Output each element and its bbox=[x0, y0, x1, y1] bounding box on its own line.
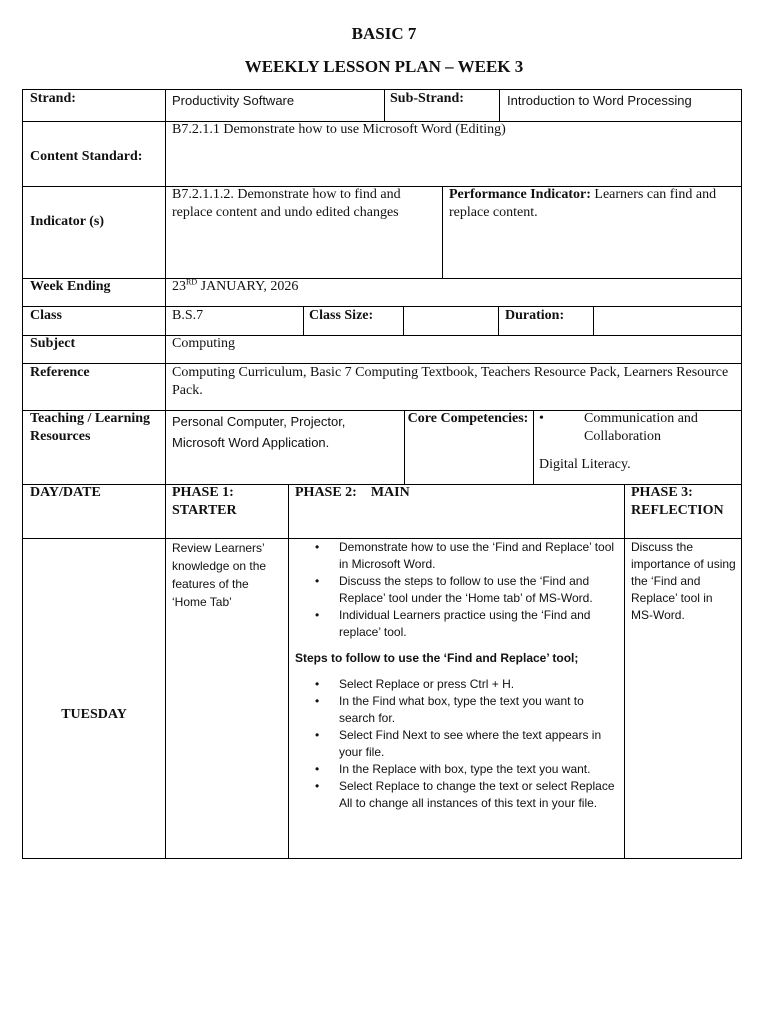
column-divider bbox=[624, 484, 625, 858]
subject-label: Subject bbox=[30, 336, 76, 351]
row-divider bbox=[23, 278, 741, 279]
main-activity-item: • Demonstrate how to use the ‘Find and Replace’ tool in Microsoft Word. bbox=[295, 539, 618, 573]
performance-indicator-label: Performance Indicator: bbox=[449, 187, 591, 202]
column-divider bbox=[165, 90, 166, 858]
column-divider bbox=[384, 90, 385, 121]
indicator-value: B7.2.1.1.2. Demonstrate how to find and replace content and undo edited changes bbox=[172, 187, 401, 220]
resources-value: Personal Computer, Projector, Microsoft Word Application. bbox=[172, 414, 346, 450]
starter-text: Review Learners’ knowledge on the features of the ‘Home Tab’ bbox=[172, 541, 267, 609]
core-competency-item bbox=[539, 410, 734, 446]
content-standard-label: Content Standard: bbox=[30, 149, 143, 164]
sub-strand-value: Introduction to Word Processing bbox=[507, 93, 692, 108]
week-ending-label: Week Ending bbox=[30, 279, 111, 294]
day-date-header: DAY/DATE bbox=[30, 485, 101, 500]
step-item: • Select Find Next to see where the text appears in your file. bbox=[295, 727, 618, 761]
step-item: • In the Find what box, type the text you want to search for. bbox=[295, 693, 618, 727]
main-bullet-list bbox=[295, 539, 618, 641]
indicator-label: Indicator (s) bbox=[30, 214, 105, 229]
steps-heading: Steps to follow to use the ‘Find and Replace’ tool; bbox=[295, 651, 579, 665]
step-item: • Select Replace to change the text or select Replace All to change all instances of this text in your file. bbox=[295, 778, 618, 812]
performance-indicator bbox=[449, 186, 734, 222]
class-label: Class bbox=[30, 308, 62, 323]
column-divider bbox=[288, 484, 289, 858]
main-activity-item: • Discuss the steps to follow to use the ‘Find and Replace’ tool under the ‘Home tab’ of MS-Word. bbox=[295, 573, 618, 607]
phase1-header: PHASE 1: STARTER bbox=[172, 485, 237, 518]
duration-label: Duration: bbox=[505, 308, 565, 323]
bullet-icon: • bbox=[539, 411, 544, 426]
strand-label: Strand: bbox=[30, 91, 76, 106]
reference-label: Reference bbox=[30, 365, 90, 380]
class-size-label: Class Size: bbox=[309, 308, 374, 323]
column-divider bbox=[442, 186, 443, 278]
document-subtitle: WEEKLY LESSON PLAN – WEEK 3 bbox=[244, 57, 524, 76]
lesson-day: TUESDAY bbox=[61, 707, 127, 722]
strand-value: Productivity Software bbox=[172, 93, 295, 108]
document-title: BASIC 7 bbox=[351, 24, 417, 43]
core-competency-bullet: Communication and Collaboration bbox=[584, 411, 698, 444]
week-ending-suffix: RD bbox=[186, 277, 198, 287]
step-item: • Select Replace or press Ctrl + H. bbox=[295, 676, 618, 693]
column-divider bbox=[499, 90, 500, 121]
performance-indicator-value: Learners can find and replace content. bbox=[449, 187, 717, 220]
row-divider bbox=[23, 335, 741, 336]
class-value: B.S.7 bbox=[172, 308, 204, 323]
resources-label: Teaching / Learning Resources bbox=[30, 411, 151, 444]
reflection-text: Discuss the importance of using the ‘Find and Replace’ tool in MS-Word. bbox=[631, 540, 736, 622]
column-divider bbox=[533, 410, 534, 484]
core-competencies-label: Core Competencies: bbox=[407, 411, 529, 426]
subject-value: Computing bbox=[172, 336, 236, 351]
column-divider bbox=[303, 306, 304, 335]
week-ending-rest: JANUARY, 2026 bbox=[197, 279, 299, 294]
main-activities bbox=[295, 539, 618, 812]
column-divider bbox=[593, 306, 594, 335]
reference-value: Computing Curriculum, Basic 7 Computing Textbook, Teachers Resource Pack, Learners Resource Pack. bbox=[172, 365, 729, 398]
steps-list bbox=[295, 676, 618, 812]
column-divider bbox=[498, 306, 499, 335]
week-ending-value bbox=[172, 278, 298, 296]
column-divider bbox=[403, 306, 404, 335]
row-divider bbox=[23, 306, 741, 307]
phase3-header: PHASE 3: REFLECTION bbox=[631, 485, 724, 518]
main-activity-item: • Individual Learners practice using the ‘Find and replace’ tool. bbox=[295, 607, 618, 641]
content-standard-value: B7.2.1.1 Demonstrate how to use Microsoft Word (Editing) bbox=[172, 122, 506, 137]
phase2-header: PHASE 2: MAIN bbox=[295, 485, 410, 500]
core-competency-extra: Digital Literacy. bbox=[539, 457, 631, 472]
sub-strand-label: Sub-Strand: bbox=[390, 91, 464, 106]
week-ending-day: 23 bbox=[172, 279, 186, 294]
step-item: • In the Replace with box, type the text you want. bbox=[295, 761, 618, 778]
